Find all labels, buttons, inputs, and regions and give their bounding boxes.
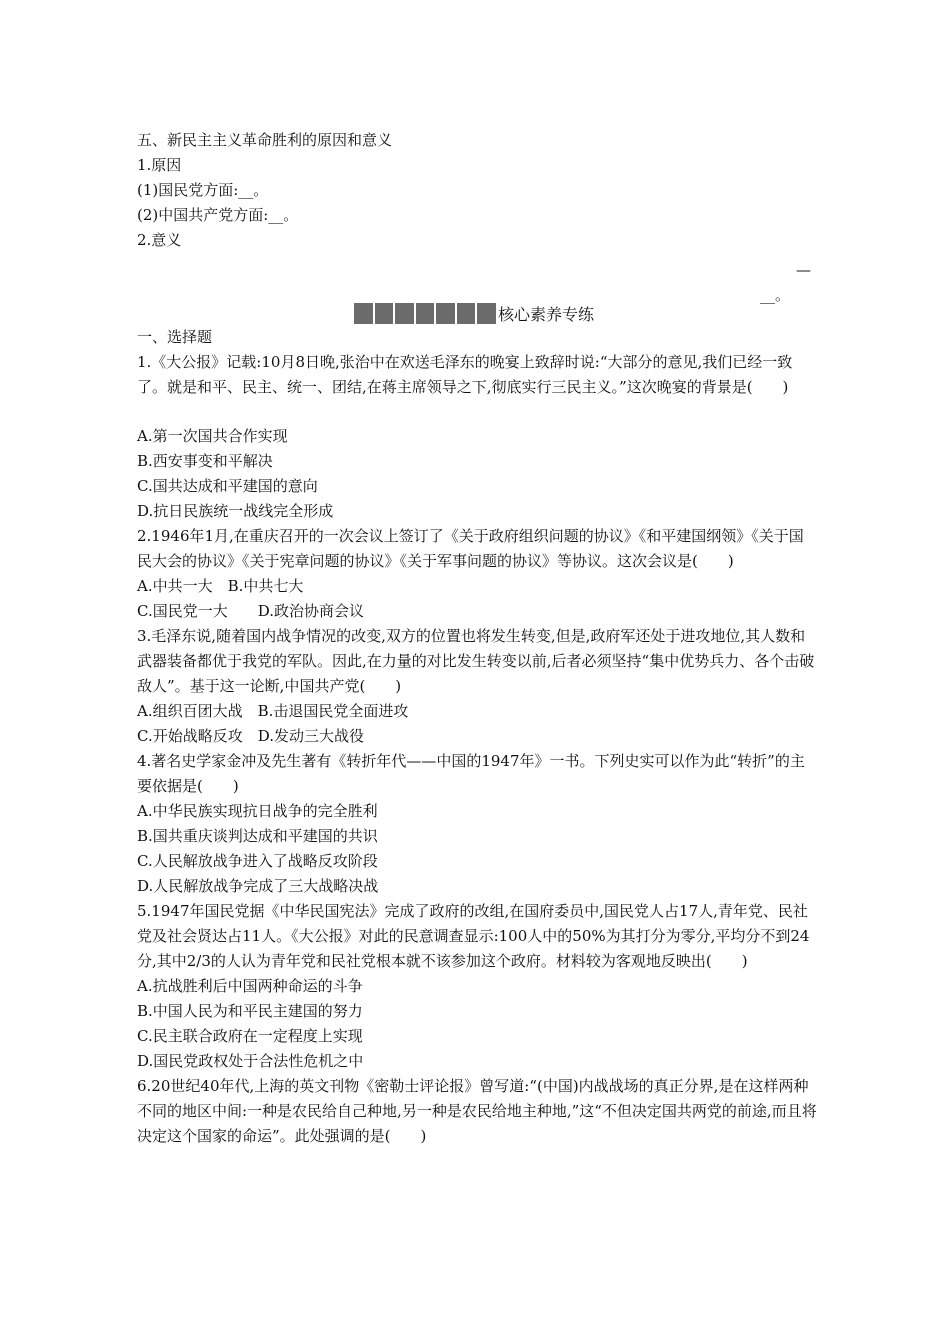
question-4-option-c: C.人民解放战争进入了战略反攻阶段 (137, 852, 378, 870)
banner-decoration (354, 303, 496, 324)
question-2-options-cd: C.国民党一大 D.政治协商会议 (137, 602, 364, 620)
section-five (137, 128, 817, 253)
question-1-option-c: C.国共达成和平建国的意向 (137, 477, 318, 495)
ccp-cause-line: (2)中国共产党方面:__。 (137, 206, 299, 224)
question-5-stem: 5.1947年国民党据《中华民国宪法》完成了政府的改组,在国府委员中,国民党人占17人,青年党、民社党及社会贤达占11人。《大公报》对此的民意调查显示:100人中的50%为其打分为零分,平均分不到24分,其中2/3的人认为青年党和民社党根本就不该参加这个政府。材料较为客观地反映出( ) (137, 902, 810, 970)
questions-heading: 一、选择题 (137, 328, 213, 346)
question-5-option-d: D.国民党政权处于合法性危机之中 (137, 1052, 364, 1070)
question-2-options-ab: A.中共一大 B.中共七大 (137, 577, 304, 595)
question-1-option-d: D.抗日民族统一战线完全形成 (137, 502, 334, 520)
meaning-blank-end: __。 (760, 286, 791, 304)
question-3-stem: 3.毛泽东说,随着国内战争情况的改变,双方的位置也将发生转变,但是,政府军还处于进攻地位,其人数和武器装备都优于我党的军队。因此,在力量的对比发生转变以前,后者必须坚持“集中优势兵力、各个击破敌人”。基于这一论断,中国共产党( ) (137, 627, 815, 695)
section-heading: 五、新民主主义革命胜利的原因和意义 (137, 131, 393, 149)
banner-title: 核心素养专练 (498, 304, 595, 324)
question-6-stem: 6.20世纪40年代,上海的英文刊物《密勒士评论报》曾写道:“(中国)内战战场的真正分界,是在这样两种不同的地区中间:一种是农民给自己种地,另一种是农民给地主种地,”这“不但决定国共两党的前途,而且将决定这个国家的命运”。此处强调的是( ) (137, 1077, 817, 1145)
question-2-stem: 2.1946年1月,在重庆召开的一次会议上签订了《关于政府组织问题的协议》《和平建国纲领》《关于国民大会的协议》《关于宪章问题的协议》《关于军事问题的协议》等协议。这次会议是( ) (137, 527, 804, 570)
meaning-blank-dash: — (796, 261, 811, 279)
meaning-title: 2.意义 (137, 231, 182, 249)
question-1-stem: 1.《大公报》记载:10月8日晚,张治中在欢送毛泽东的晚宴上致辞时说:“大部分的意见,我们已经一致了。就是和平、民主、统一、团结,在蒋主席领导之下,彻底实行三民主义。”这次晚宴的背景是( ) (137, 353, 793, 396)
question-4-option-d: D.人民解放战争完成了三大战略决战 (137, 877, 379, 895)
choice-questions (137, 325, 817, 1149)
question-4-option-a: A.中华民族实现抗日战争的完全胜利 (137, 802, 378, 820)
kmt-cause-line: (1)国民党方面:__。 (137, 181, 269, 199)
question-1-option-a: A.第一次国共合作实现 (137, 427, 288, 445)
question-1-option-b: B.西安事变和平解决 (137, 452, 273, 470)
question-3-options-ab: A.组织百团大战 B.击退国民党全面进攻 (137, 702, 409, 720)
question-5-option-b: B.中国人民为和平民主建国的努力 (137, 1002, 363, 1020)
question-5-option-c: C.民主联合政府在一定程度上实现 (137, 1027, 363, 1045)
question-4-option-b: B.国共重庆谈判达成和平建国的共识 (137, 827, 378, 845)
cause-title: 1.原因 (137, 156, 182, 174)
core-literacy-banner (354, 302, 594, 324)
question-4-stem: 4.著名史学家金冲及先生著有《转折年代——中国的1947年》一书。下列史实可以作为此“转折”的主要依据是( ) (137, 752, 805, 795)
question-5-option-a: A.抗战胜利后中国两种命运的斗争 (137, 977, 363, 995)
question-3-options-cd: C.开始战略反攻 D.发动三大战役 (137, 727, 364, 745)
